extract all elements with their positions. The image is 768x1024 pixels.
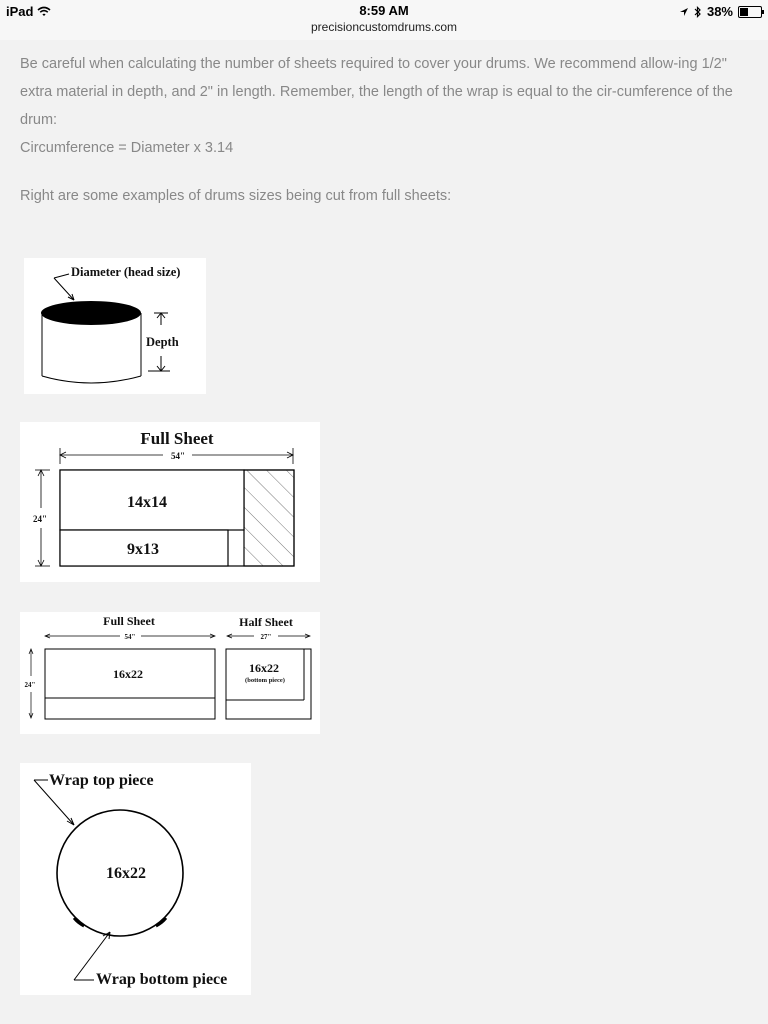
battery-icon <box>738 6 762 18</box>
wrap-top-label: Wrap top piece <box>49 772 154 789</box>
full-sheet-diagram-1 <box>20 422 320 582</box>
half-piece-16x22: 16x22 <box>249 661 279 675</box>
full-sheet-title-2: Full Sheet <box>103 614 155 628</box>
drum-diagram <box>24 258 206 394</box>
wrap-circle-diagram <box>20 763 251 995</box>
wrap-bottom-label: Wrap bottom piece <box>96 971 228 988</box>
half-width-label: 27" <box>260 633 272 641</box>
article-text <box>20 50 745 210</box>
full-half-sheet-diagram <box>20 612 320 734</box>
piece-14x14: 14x14 <box>127 494 167 511</box>
full-width-label: 54" <box>124 633 136 641</box>
half-sheet-title: Half Sheet <box>239 615 293 629</box>
wrap-center-label: 16x22 <box>106 865 146 882</box>
sheet-width-label: 54" <box>171 451 185 461</box>
full-piece-16x22: 16x22 <box>113 667 143 681</box>
depth-label: Depth <box>146 335 179 349</box>
battery-percent: 38% <box>706 4 733 19</box>
bottom-piece-note: (bottom piece) <box>245 677 285 684</box>
bluetooth-icon <box>694 6 702 18</box>
diameter-label: Diameter (head size) <box>71 265 181 279</box>
location-arrow-icon <box>679 7 689 17</box>
sheet-height-label-2: 24" <box>24 681 36 689</box>
circumference-formula: Circumference = Diameter x 3.14 <box>20 140 234 156</box>
examples-paragraph: Right are some examples of drums sizes being cut from full sheets: <box>20 188 452 204</box>
clock: 8:59 AM <box>359 3 409 18</box>
intro-paragraph: Be careful when calculating the number of sheets required to cover your drums. We recommend allow-ing 1/2" extra material in depth, and 2" in length. Remember, the length of the wrap is equal to the cir-cumference of the drum: <box>20 56 733 128</box>
piece-9x13: 9x13 <box>127 541 159 558</box>
device-label: iPad <box>6 4 34 19</box>
status-right <box>679 4 762 19</box>
address-url[interactable]: precisioncustomdrums.com <box>310 20 458 34</box>
sheet-height-label: 24" <box>33 514 47 524</box>
status-bar <box>0 0 768 40</box>
full-sheet-title: Full Sheet <box>140 429 214 448</box>
